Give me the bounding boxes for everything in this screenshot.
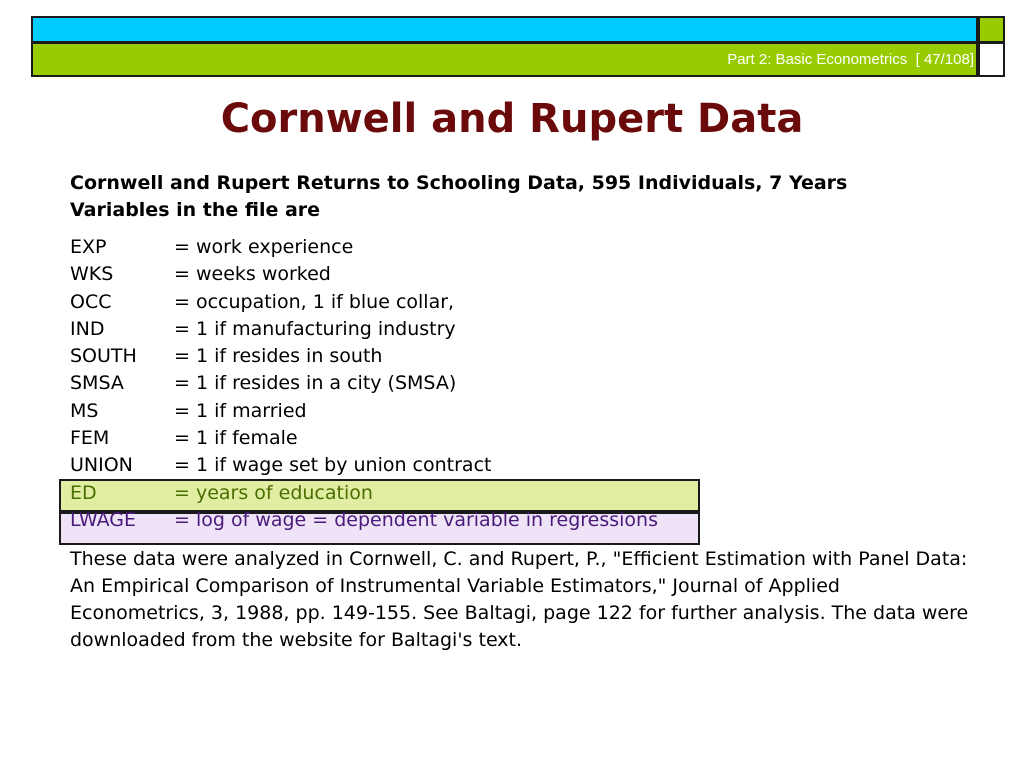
subtitle-line: Cornwell and Rupert Returns to Schooling Data, 595 Individuals, 7 Years xyxy=(70,172,848,194)
variable-desc: = 1 if married xyxy=(174,399,307,422)
variable-code: ED xyxy=(70,481,97,504)
variable-row-ms xyxy=(70,398,970,425)
variable-code: EXP xyxy=(70,236,107,258)
slide-content xyxy=(70,170,970,654)
citation-paragraph: These data were analyzed in Cornwell, C. and Rupert, P., "Efficient Estimation with Panel Data: An Empirical Comparison of Instrumental Variable Estimators," Journal of Applied Econometrics, 3, 1988, pp. 149-155. See Baltagi, page 122 for further analysis. The data were downloaded from the website for Baltagi's text. xyxy=(70,548,969,652)
subtitle-line: Variables in the file are xyxy=(70,199,321,221)
variable-row-fem xyxy=(70,425,970,452)
variable-desc: = weeks worked xyxy=(174,263,331,286)
variable-desc: = log of wage = dependent variable in regressions xyxy=(174,508,658,531)
variable-code: SMSA xyxy=(70,372,124,395)
header-white-square xyxy=(978,42,1005,77)
variable-code: MS xyxy=(70,399,99,422)
top-cyan-band xyxy=(31,16,978,43)
variable-desc: = 1 if resides in a city (SMSA) xyxy=(174,372,457,395)
variable-code: WKS xyxy=(70,263,114,286)
variable-row-south xyxy=(70,343,970,370)
variable-row-lwage xyxy=(70,507,970,534)
variable-code: UNION xyxy=(70,454,133,477)
variable-row-ed xyxy=(70,480,970,507)
variable-code: OCC xyxy=(70,290,112,313)
variable-desc: = work experience xyxy=(174,236,354,258)
variable-row-occ xyxy=(70,289,970,316)
variable-desc: = 1 if wage set by union contract xyxy=(174,454,492,477)
variable-code: FEM xyxy=(70,427,110,450)
variable-row-exp xyxy=(70,234,970,261)
header-bar xyxy=(31,42,978,77)
variable-desc: = 1 if female xyxy=(174,427,298,450)
variable-code: IND xyxy=(70,317,105,340)
variable-row-union xyxy=(70,452,970,479)
variable-row-wks xyxy=(70,261,970,288)
variable-code: LWAGE xyxy=(70,508,136,531)
variable-desc: = 1 if resides in south xyxy=(174,345,383,368)
variable-row-ind xyxy=(70,316,970,343)
variable-list xyxy=(70,234,970,534)
top-green-square xyxy=(978,16,1005,43)
variable-desc: = years of education xyxy=(174,481,373,504)
variable-row-smsa xyxy=(70,370,970,397)
variable-code: SOUTH xyxy=(70,345,137,368)
subtitle xyxy=(70,170,970,224)
slide-title: Cornwell and Rupert Data xyxy=(220,96,804,142)
variable-desc: = occupation, 1 if blue collar, xyxy=(174,290,455,313)
variable-desc: = 1 if manufacturing industry xyxy=(174,317,456,340)
course-slide-label: Part 2: Basic Econometrics [ 47/108] xyxy=(727,51,974,68)
